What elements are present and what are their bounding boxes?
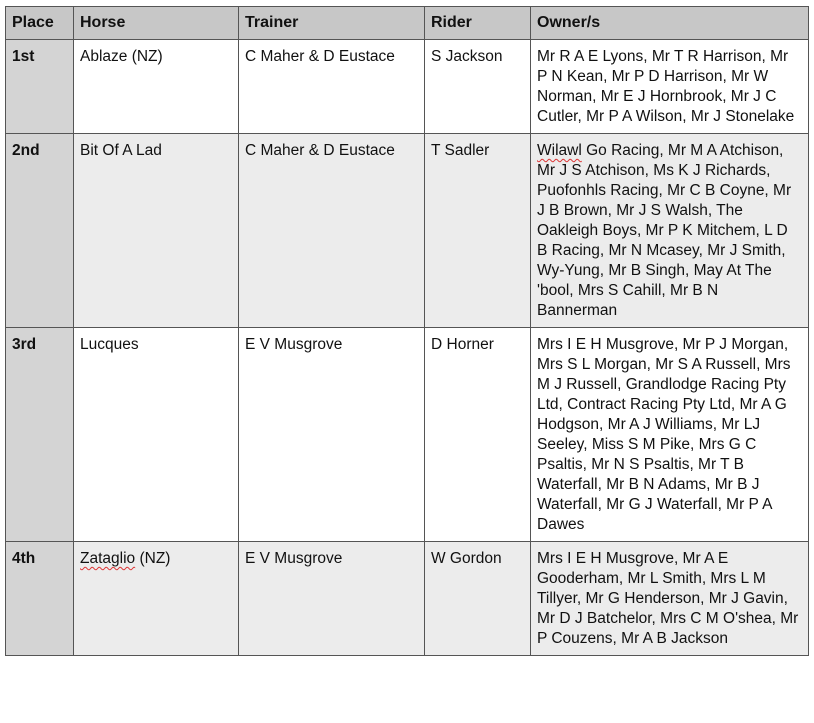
trainer-cell: C Maher & D Eustace	[239, 40, 425, 134]
header-place: Place	[6, 7, 74, 40]
trainer-cell: E V Musgrove	[239, 328, 425, 542]
horse-cell	[74, 542, 239, 656]
owners-cell	[531, 134, 809, 328]
horse-cell: Lucques	[74, 328, 239, 542]
horse-cell: Ablaze (NZ)	[74, 40, 239, 134]
header-owners: Owner/s	[531, 7, 809, 40]
owners-cell: Mrs I E H Musgrove, Mr A E Gooderham, Mr L Smith, Mrs L M Tillyer, Mr G Henderson, Mr J Gavin, Mr D J Batchelor, Mrs C M O'shea, Mr P Couzens, Mr A B Jackson	[531, 542, 809, 656]
header-rider: Rider	[425, 7, 531, 40]
table-row	[6, 134, 809, 328]
place-cell: 1st	[6, 40, 74, 134]
place-cell: 2nd	[6, 134, 74, 328]
results-table	[5, 6, 809, 656]
rider-cell: T Sadler	[425, 134, 531, 328]
trainer-cell: C Maher & D Eustace	[239, 134, 425, 328]
horse-cell: Bit Of A Lad	[74, 134, 239, 328]
table-row	[6, 40, 809, 134]
spelling-flagged-word: Wilawl	[537, 142, 582, 159]
trainer-cell: E V Musgrove	[239, 542, 425, 656]
header-horse: Horse	[74, 7, 239, 40]
owners-cell: Mr R A E Lyons, Mr T R Harrison, Mr P N Kean, Mr P D Harrison, Mr W Norman, Mr E J Hornbrook, Mr J C Cutler, Mr P A Wilson, Mr J Stonelake	[531, 40, 809, 134]
rider-cell: W Gordon	[425, 542, 531, 656]
rider-cell: D Horner	[425, 328, 531, 542]
table-row	[6, 542, 809, 656]
header-row	[6, 7, 809, 40]
place-cell: 3rd	[6, 328, 74, 542]
place-cell: 4th	[6, 542, 74, 656]
horse-text: (NZ)	[135, 550, 171, 567]
header-trainer: Trainer	[239, 7, 425, 40]
spelling-flagged-word: Zataglio	[80, 550, 136, 567]
table-row	[6, 328, 809, 542]
rider-cell: S Jackson	[425, 40, 531, 134]
owners-text: Go Racing, Mr M A Atchison, Mr J S Atchison, Ms K J Richards, Puofonhls Racing, Mr C B Coyne, Mr J B Brown, Mr J S Walsh, The Oakleigh Boys, Mr P K Mitchem, L D B Racing, Mr N Mcasey, Mr J Smith, Wy-Yung, Mr B Singh, May At The 'bool, Mrs S Cahill, Mr B N Bannerman	[537, 142, 792, 319]
owners-cell: Mrs I E H Musgrove, Mr P J Morgan, Mrs S L Morgan, Mr S A Russell, Mrs M J Russell, Grandlodge Racing Pty Ltd, Contract Racing Pty Ltd, Mr A G Hodgson, Mr A J Williams, Mr LJ Seeley, Miss S M Pike, Mrs G C Psaltis, Mr N S Psaltis, Mr T B Waterfall, Mr B N Adams, Mr B J Waterfall, Mr G J Waterfall, Mr P A Dawes	[531, 328, 809, 542]
